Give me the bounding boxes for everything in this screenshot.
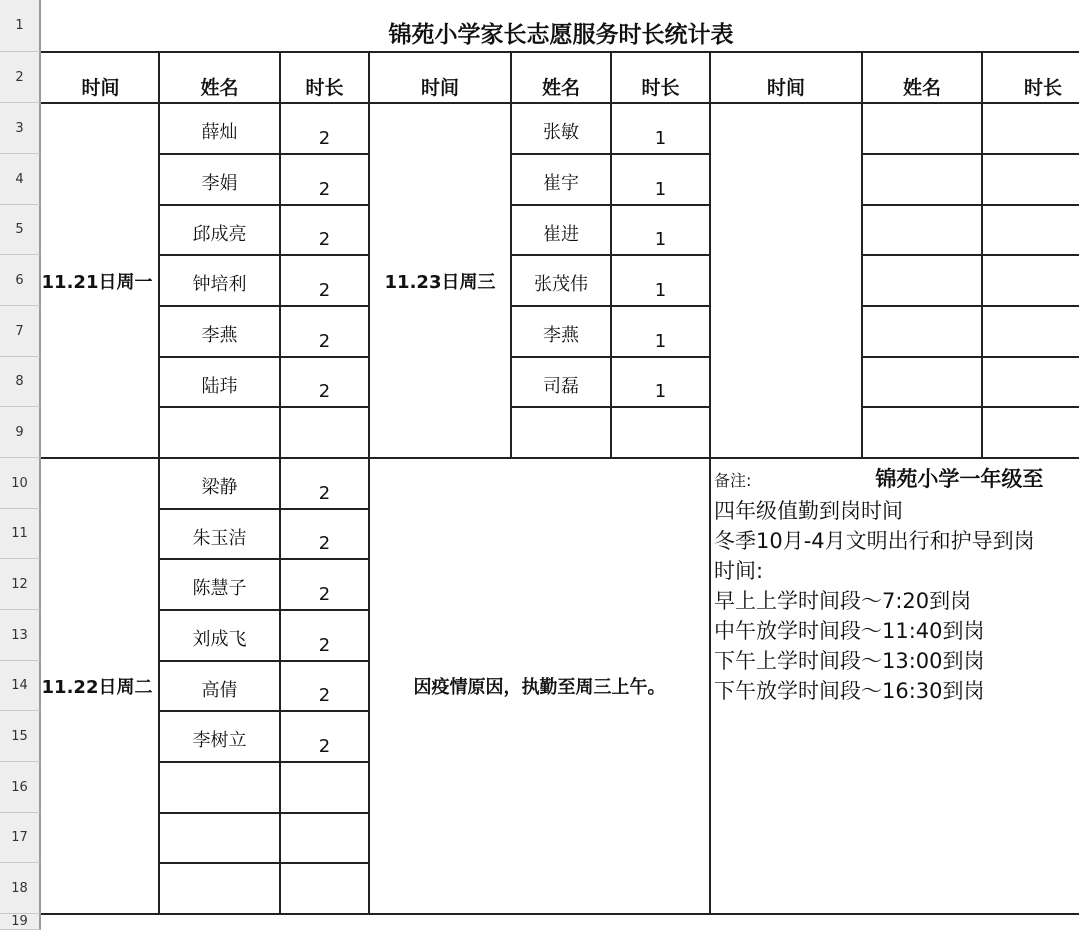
name-cell[interactable]: 钟培利 (192, 274, 247, 295)
row-header-19[interactable]: 19 (0, 914, 41, 930)
hours-cell[interactable]: 2 (318, 483, 331, 504)
row-header-16[interactable]: 16 (0, 762, 41, 813)
header-hours-3[interactable]: 时长 (1023, 77, 1062, 99)
hours-cell[interactable]: 2 (318, 533, 331, 554)
header-name-2[interactable]: 姓名 (541, 77, 580, 99)
grid-line (159, 812, 369, 814)
header-name-3[interactable]: 姓名 (902, 77, 941, 99)
name-cell[interactable]: 高倩 (201, 680, 238, 701)
hours-cell[interactable]: 1 (654, 381, 667, 402)
name-cell[interactable]: 崔宇 (543, 173, 579, 194)
hours-cell[interactable]: 2 (318, 229, 331, 250)
hours-cell[interactable]: 2 (318, 381, 331, 402)
row-header-18[interactable]: 18 (0, 863, 41, 914)
grid-line (862, 204, 1079, 206)
grid-line (862, 153, 1079, 155)
notice-cell[interactable]: 因疫情原因，执勤至周三上午。 (413, 677, 666, 698)
name-cell[interactable]: 李娟 (201, 173, 238, 194)
row-header-15[interactable]: 15 (0, 711, 41, 762)
header-time-1[interactable]: 时间 (81, 77, 120, 99)
header-time-3[interactable]: 时间 (766, 77, 805, 99)
grid-line (862, 305, 1079, 307)
header-hours-2[interactable]: 时长 (641, 77, 680, 99)
name-cell[interactable]: 邱成亮 (192, 224, 247, 245)
header-hours-1[interactable]: 时长 (305, 77, 344, 99)
name-cell[interactable]: 崔进 (543, 224, 579, 245)
grid-line (709, 52, 711, 914)
row-header-14[interactable]: 14 (0, 661, 41, 711)
name-cell[interactable]: 李树立 (192, 730, 247, 751)
grid-line (159, 862, 369, 864)
header-time-2[interactable]: 时间 (420, 77, 459, 99)
remark-line: 早上上学时间段～7:20到岗 (714, 589, 972, 613)
remark-line: 时间: (714, 559, 764, 583)
hours-cell[interactable]: 2 (318, 331, 331, 352)
hours-cell[interactable]: 2 (318, 128, 331, 149)
row-header-17[interactable]: 17 (0, 813, 41, 863)
row-header-5[interactable]: 5 (0, 205, 41, 255)
row-header-10[interactable]: 10 (0, 458, 41, 509)
date-cell-1[interactable]: 11.21日周一 (41, 271, 153, 293)
remark-label: 备注: (714, 471, 752, 490)
name-cell[interactable]: 陈慧子 (192, 578, 247, 599)
remark-first-line (714, 464, 1079, 496)
row-header-2[interactable]: 2 (0, 52, 41, 103)
remark-lead: 锦苑小学一年级至 (875, 467, 1044, 491)
hours-cell[interactable]: 1 (654, 331, 667, 352)
hours-cell[interactable]: 2 (318, 179, 331, 200)
name-cell[interactable]: 梁静 (201, 477, 238, 498)
grid-line (981, 52, 983, 458)
remark-line: 中午放学时间段～11:40到岗 (714, 619, 985, 643)
grid-line (861, 52, 863, 458)
row-header-11[interactable]: 11 (0, 509, 41, 559)
row-header-3[interactable]: 3 (0, 103, 41, 154)
grid-line (159, 406, 369, 408)
grid-line (159, 761, 369, 763)
hours-cell[interactable]: 2 (318, 584, 331, 605)
row-header-7[interactable]: 7 (0, 306, 41, 357)
hours-cell[interactable]: 2 (318, 685, 331, 706)
remark-cell[interactable] (714, 464, 1079, 904)
row-header-4[interactable]: 4 (0, 154, 41, 205)
name-cell[interactable]: 刘成飞 (192, 629, 247, 650)
name-cell[interactable]: 朱玉洁 (192, 528, 247, 549)
name-cell[interactable]: 司磊 (543, 376, 579, 397)
name-cell[interactable]: 李燕 (543, 325, 579, 346)
grid-line (862, 406, 1079, 408)
header-name-1[interactable]: 姓名 (200, 77, 239, 99)
row-header-1[interactable]: 1 (0, 0, 41, 52)
name-cell[interactable]: 张敏 (543, 122, 579, 143)
sheet-title[interactable]: 锦苑小学家长志愿服务时长统计表 (388, 21, 734, 48)
date-cell-2[interactable]: 11.23日周三 (384, 271, 496, 293)
remark-line: 下午放学时间段～16:30到岗 (714, 679, 985, 703)
remark-line: 冬季10月-4月文明出行和护导到岗 (714, 529, 1035, 553)
row-header-8[interactable]: 8 (0, 357, 41, 407)
row-header-6[interactable]: 6 (0, 255, 41, 306)
row-header-12[interactable]: 12 (0, 559, 41, 610)
name-cell[interactable]: 薛灿 (201, 122, 238, 143)
name-cell[interactable]: 李燕 (201, 325, 238, 346)
hours-cell[interactable]: 1 (654, 280, 667, 301)
row-header-9[interactable]: 9 (0, 407, 41, 458)
hours-cell[interactable]: 1 (654, 179, 667, 200)
row-header-13[interactable]: 13 (0, 610, 41, 661)
hours-cell[interactable]: 2 (318, 280, 331, 301)
grid-line (862, 356, 1079, 358)
hours-cell[interactable]: 2 (318, 635, 331, 656)
hours-cell[interactable]: 1 (654, 229, 667, 250)
name-cell[interactable]: 陆玮 (201, 376, 238, 397)
grid-line (862, 254, 1079, 256)
hours-cell[interactable]: 2 (318, 736, 331, 757)
grid-line (41, 913, 1079, 915)
remark-line: 下午上学时间段～13:00到岗 (714, 649, 985, 673)
remark-line: 四年级值勤到岗时间 (714, 499, 903, 523)
date-cell-3[interactable]: 11.22日周二 (41, 677, 153, 698)
hours-cell[interactable]: 1 (654, 128, 667, 149)
name-cell[interactable]: 张茂伟 (534, 274, 588, 295)
